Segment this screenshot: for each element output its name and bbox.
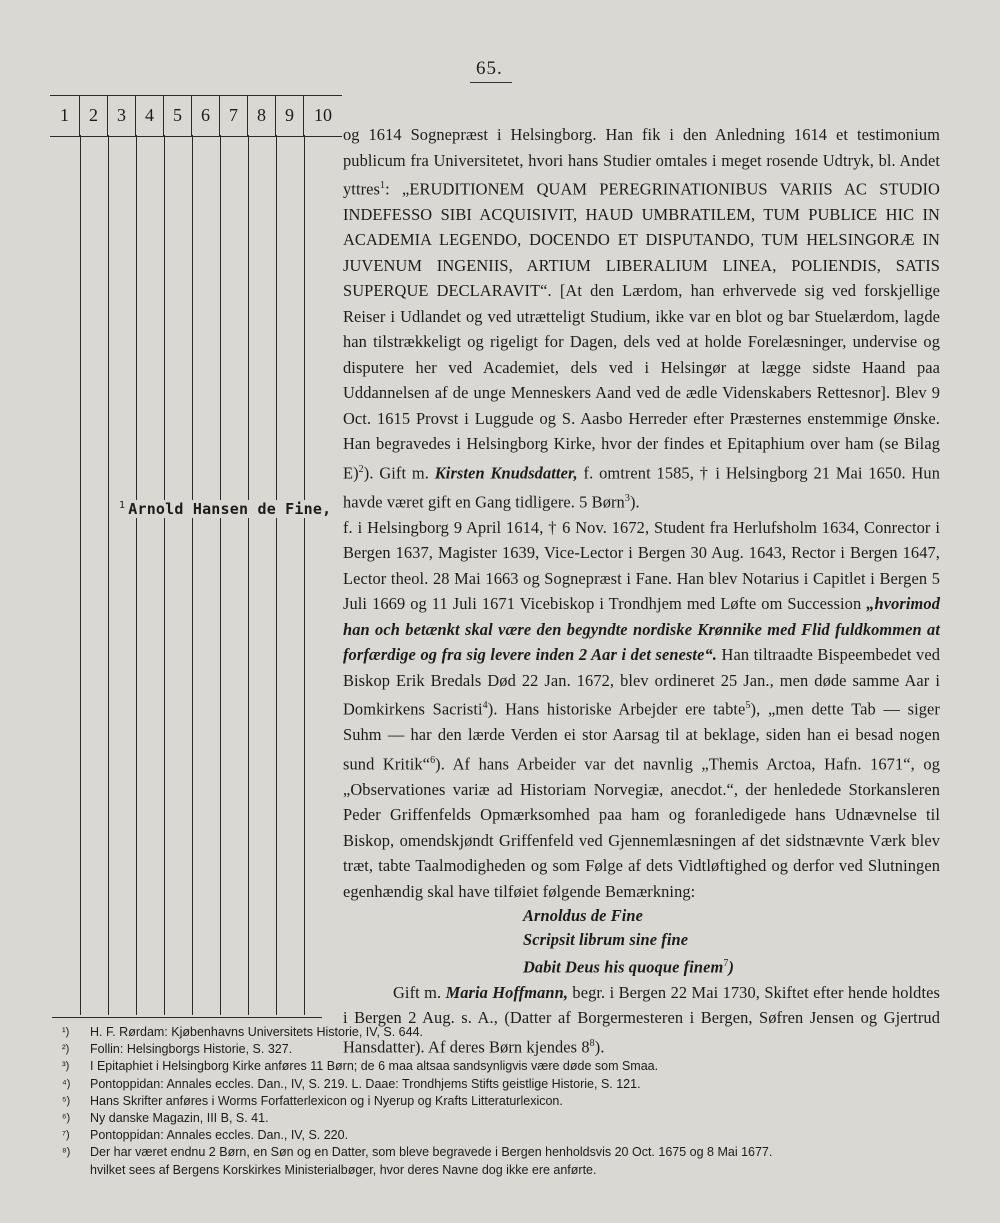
main-text bbox=[343, 122, 940, 1060]
text-run: begr. i Bergen 22 Mai 1730, Skiftet efter hende holdtes i Bergen 2 Aug. s. A., (Datter af Borgermesteren i Bergen, Søfren Jensen og Gjertrud Hansdatter). Af deres Børn kjendes 8 bbox=[343, 982, 940, 1057]
footnote-text: H. F. Rørdam: Kjøbenhavns Universitets Historie, IV, S. 644. bbox=[90, 1025, 423, 1039]
verse-line: Scripsit librum sine fine bbox=[523, 930, 689, 950]
footnote-text: Ny danske Magazin, III B, S. 41. bbox=[90, 1111, 269, 1126]
footnote-mark: ⁸) bbox=[62, 1146, 71, 1159]
generation-column-header bbox=[50, 95, 342, 137]
footnote-ref: 8 bbox=[589, 1037, 595, 1049]
column-number: 2 bbox=[80, 96, 108, 136]
text-run: ). Af hans Arbeider var det navnlig „Themis Arctoa, Hafn. 1671“, og „Observationes variæ ad Historiam Norvegiæ, anecdot.“, der henledede Storkansleren Peder Griffenfelds Opmærksomhed paa ham og foranledigede hans Udnævnelse til Biskop, omendskjøndt Griffenfeld ved Gjennemlæsningen af det sidstnævnte Værk blev træt, tabte Taalmodigheden og som Følge af dets Vidtløftighed og derfor ved Slutningen egenhændig skal have tilføiet følgende Bemærkning: bbox=[343, 754, 940, 901]
text-run: og 1614 Sognepræst i Helsingborg. Han fik i den Anledning 1614 et testimonium publicum fra Universitetet, hvori hans Studier omtales i meget rosende Udtryk, bl. Andet yttres bbox=[343, 125, 940, 199]
footnote-ref: 3 bbox=[624, 492, 630, 504]
column-number: 8 bbox=[248, 96, 276, 136]
text-run: ). bbox=[594, 1037, 605, 1057]
text-run: Dabit Deus his quoque finem bbox=[523, 957, 724, 977]
person-name: Arnold Hansen de Fine, bbox=[128, 500, 332, 518]
person-number: 1 bbox=[119, 500, 126, 511]
paragraph-2 bbox=[343, 515, 940, 904]
footnote bbox=[62, 1024, 962, 1041]
column-rule bbox=[136, 135, 137, 1015]
footnote-mark: ⁶) bbox=[62, 1112, 71, 1125]
text-run: f. i Helsingborg 9 April 1614, † 6 Nov. 1672, Student fra Herlufsholm 1634, Conrector i Bergen 1637, Magister 1639, Vice-Lector i Bergen 30 Aug. 1643, Rector i Bergen 1647, Lector theol. 28 Mai 1663 og Sognepræst i Fane. Han blev Notarius i Capitlet i Bergen 5 Juli 1669 og 11 Juli 1671 Vicebiskop i Trondhjem med Løfte om Succession bbox=[343, 517, 940, 614]
verse bbox=[523, 904, 940, 979]
footnote-ref: 6 bbox=[430, 754, 436, 766]
footnote-mark: ⁴) bbox=[62, 1077, 71, 1090]
column-rule bbox=[276, 135, 277, 1015]
wife-name: Kirsten Knudsdatter, bbox=[434, 463, 578, 483]
column-rule bbox=[80, 135, 81, 1015]
footnote bbox=[62, 1093, 962, 1110]
footnote bbox=[62, 1144, 962, 1161]
column-rule bbox=[192, 135, 193, 1015]
footnote-text: Pontoppidan: Annales eccles. Dan., IV, S. 220. bbox=[90, 1128, 349, 1143]
footnote-mark: ⁵) bbox=[62, 1094, 71, 1107]
column-rule bbox=[164, 135, 165, 1015]
text-run: ). bbox=[629, 492, 640, 512]
footnote-text: I Epitaphiet i Helsingborg Kirke anføres 11 Børn; de 6 maa altsaa sandsynligvis være døde som Smaa. bbox=[90, 1059, 659, 1074]
column-rule bbox=[248, 135, 249, 1015]
person-entry bbox=[117, 500, 333, 518]
quotation: „hvorimod han och betænkt skal være den begyndte nordiske Krønnike med Flid fuldkommen at forfærdige og fra sig levere inden 2 Aar i det seneste“. bbox=[343, 594, 940, 665]
text-run: : „ERUDITIONEM QUAM PEREGRINATIONIBUS VARIIS AC STUDIO INDEFESSO SIBI ACQUISIVIT, HAUD UMBRATILEM, TUM PUBLICE HIC IN ACADEMIA LEGENDO, DOCENDO ET DISPUTANDO, TUM HELSINGORÆ IN JUVENUM INGENIIS, ARTIUM LIBERALIUM LINEA, POLIENDIS, SATIS SUPERQUE DECLARAVIT“. [At den Lærdom, han erhvervede sig ved forskjellige Reiser i Udlandet og ved utrætteligt Studium, ikke var en blot og bar Stuelærdom, lagde han tilstrækkeligt og rigeligt for Dagen, dels ved at holde Forelæsninger, undervise og disputere her ved Academiet, dels ved i Helsingør at lægge sidste Haand paa Uddannelsen af de unge Menneskers Aand ved de ædle Videnskabers Rettesnor]. Blev 9 Oct. 1615 Provst i Luggude og S. Aasbo Herreder efter Præsternes enstemmige Ønske. Han begravedes i Helsingborg Kirke, hvor der findes et Epitaphium over ham (se Bilag E) bbox=[343, 179, 940, 483]
column-number: 6 bbox=[192, 96, 220, 136]
footnote-ref: 2 bbox=[358, 463, 364, 475]
column-number: 5 bbox=[164, 96, 192, 136]
column-number: 10 bbox=[314, 105, 332, 125]
footnote-mark: ¹) bbox=[62, 1026, 70, 1038]
text-run: ). Gift m. bbox=[363, 463, 435, 483]
footnote-mark: ⁷) bbox=[62, 1129, 70, 1142]
footnote-ref: 1 bbox=[380, 180, 386, 191]
paragraph-1 bbox=[343, 122, 940, 515]
column-number: 1 bbox=[50, 96, 80, 136]
column-number: 3 bbox=[108, 96, 136, 136]
column-number: 7 bbox=[220, 96, 248, 136]
page-number: 65. bbox=[476, 58, 503, 79]
text-run: ), „men dette Tab — siger Suhm — har den lærde Verden ei stor Aarsag til at beklage, siden han ei besad nogen sund Kritik“ bbox=[343, 699, 940, 774]
footnote-continuation: hvilket sees af Bergens Korskirkes Ministerialbøger, hvor deres Navne dog ikke ere anførte. bbox=[90, 1162, 597, 1177]
footnote bbox=[62, 1127, 962, 1144]
footnote-rule bbox=[52, 1017, 322, 1018]
column-number: 9 bbox=[276, 96, 304, 136]
footnote-text: Pontoppidan: Annales eccles. Dan., IV, S. 219. L. Daae: Trondhjems Stifts geistlige Historie, S. 121. bbox=[90, 1076, 641, 1091]
footnotes bbox=[62, 1024, 962, 1179]
footnote-text: Der har været endnu 2 Børn, en Søn og en Datter, som bleve begravede i Bergen henholdsvis 20 Oct. 1675 og 8 Mai 1677. bbox=[90, 1145, 773, 1160]
column-rule bbox=[108, 135, 109, 1015]
footnote-text: Follin: Helsingborgs Historie, S. 327. bbox=[90, 1042, 293, 1057]
footnote-mark: ³) bbox=[62, 1060, 70, 1073]
column-rule bbox=[220, 135, 221, 1015]
generation-column-rules bbox=[50, 135, 342, 1015]
footnote-mark: ²) bbox=[62, 1043, 70, 1056]
footnote-ref: 7 bbox=[723, 958, 729, 970]
text-run: Gift m. bbox=[393, 982, 446, 1002]
column-number: 4 bbox=[136, 96, 164, 136]
wife-name: Maria Hoffmann, bbox=[445, 982, 569, 1002]
footnote bbox=[62, 1110, 962, 1127]
text-run: Han tiltraadte Bispeembedet ved Biskop Erik Bredals Død 22 Jan. 1672, blev ordineret 25 Jan., men døde samme Aar i Domkirkens Sacristi bbox=[343, 645, 940, 719]
page-number-rule bbox=[470, 82, 512, 83]
footnote-ref: 5 bbox=[745, 700, 751, 712]
footnote bbox=[62, 1076, 962, 1093]
footnote bbox=[62, 1041, 962, 1058]
footnote-ref: 4 bbox=[482, 700, 488, 712]
column-rule bbox=[304, 135, 305, 1015]
text-run: f. omtrent 1585, † i Helsingborg 21 Mai 1650. Hun havde været gift en Gang tidligere. 5 Børn bbox=[343, 463, 941, 512]
footnote-text: Hans Skrifter anføres i Worms Forfatterlexicon og i Nyerup og Krafts Litteraturlexicon. bbox=[90, 1093, 563, 1108]
footnote bbox=[62, 1058, 962, 1075]
verse-line: Dabit Deus his quoque finem$^7$) bbox=[523, 957, 734, 977]
verse-line: Arnoldus de Fine bbox=[523, 906, 644, 926]
text-run: ). Hans historiske Arbejder ere tabte bbox=[487, 699, 746, 719]
